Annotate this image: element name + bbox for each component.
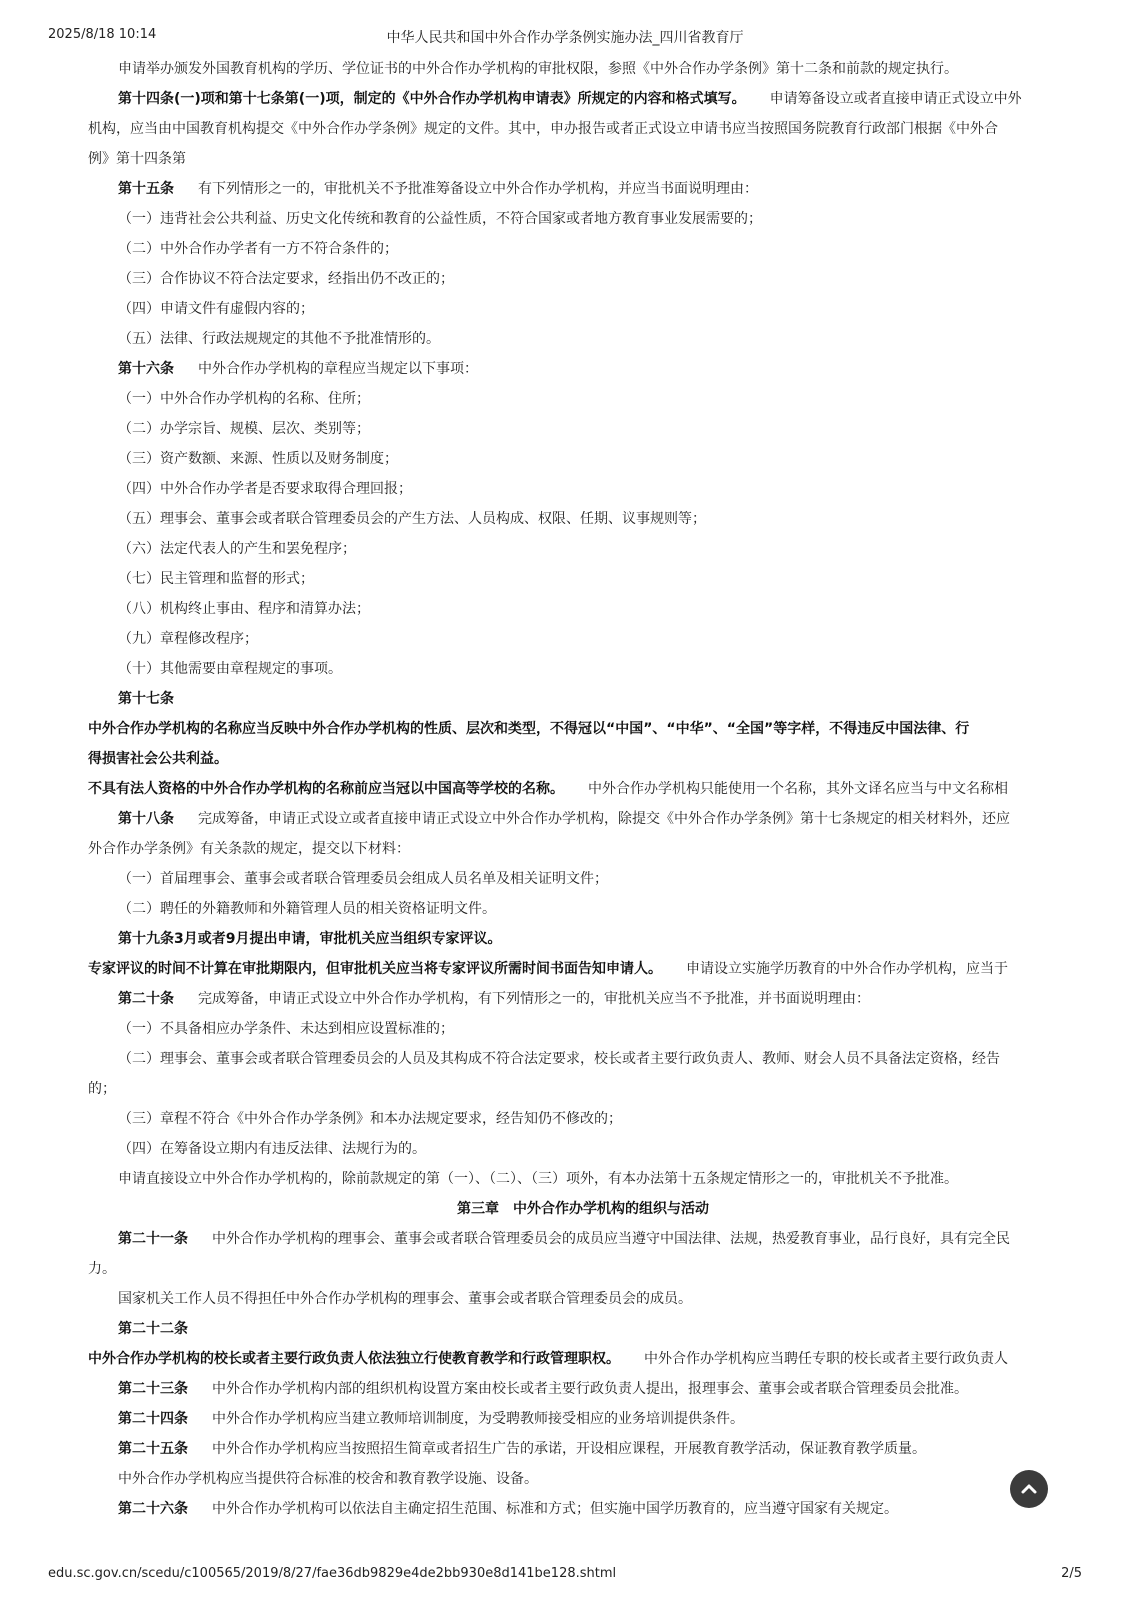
page-number: 2/5 <box>1061 1566 1082 1581</box>
body-text: 申请设立实施学历教育的中外合作办学机构，应当于 <box>686 961 1008 977</box>
text-line <box>88 1374 1078 1404</box>
body-text: （三）章程不符合《中外合作办学条例》和本办法规定要求，经告知仍不修改的； <box>118 1111 622 1127</box>
bold-text: 第二十六条 <box>118 1501 188 1517</box>
text-line <box>88 504 1078 534</box>
body-text: 国家机关工作人员不得担任中外合作办学机构的理事会、董事会或者联合管理委员会的成员。 <box>118 1291 692 1307</box>
text-line <box>88 474 1078 504</box>
body-text: （八）机构终止事由、程序和清算办法； <box>118 601 370 617</box>
text-line <box>88 564 1078 594</box>
text-line <box>88 144 1078 174</box>
body-text: 中外合作办学机构只能使用一个名称，其外文译名应当与中文名称相 <box>588 781 1008 797</box>
text-line <box>88 324 1078 354</box>
body-text: 申请举办颁发外国教育机构的学历、学位证书的中外合作办学机构的审批权限，参照《中外合作办学条例》第十二条和前款的规定执行。 <box>118 61 958 77</box>
body-text: 申请筹备设立或者直接申请正式设立中外 <box>769 91 1022 107</box>
body-text: （一）违背社会公共利益、历史文化传统和教育的公益性质，不符合国家或者地方教育事业发展需要的； <box>118 211 762 227</box>
bold-text: 第十五条 <box>118 181 174 197</box>
page-title: 中华人民共和国中外合作办学条例实施办法_四川省教育厅 <box>386 30 744 46</box>
text-line <box>88 804 1078 834</box>
text-line <box>88 654 1078 684</box>
text-line <box>88 1434 1078 1464</box>
body-text: 机构，应当由中国教育机构提交《中外合作办学条例》规定的文件。其中，申办报告或者正式设立申请书应当按照国务院教育行政部门根据《中外合 <box>88 121 998 137</box>
text-line <box>88 114 1078 144</box>
bold-text: 第十八条 <box>118 811 174 827</box>
text-line <box>88 264 1078 294</box>
bold-text: 第十七条 <box>118 691 174 707</box>
bold-text: 第二十二条 <box>118 1321 188 1337</box>
body-text: （五）法律、行政法规规定的其他不予批准情形的。 <box>118 331 440 347</box>
body-text: 中外合作办学机构应当聘任专职的校长或者主要行政负责人 <box>644 1351 1008 1367</box>
bold-text: 第二十四条 <box>118 1411 188 1427</box>
bold-text: 第十四条(一)项和第十七条第(一)项，制定的《中外合作办学机构申请表》所规定的内容和格式填写。 <box>118 91 746 107</box>
text-line <box>88 1314 1078 1344</box>
text-line <box>88 984 1078 1014</box>
text-line <box>88 1464 1078 1494</box>
text-line <box>88 174 1078 204</box>
text-line <box>88 1044 1078 1074</box>
text-line <box>88 684 1078 714</box>
body-text: 的； <box>88 1081 116 1097</box>
bold-text: 第三章 中外合作办学机构的组织与活动 <box>457 1201 709 1217</box>
bold-text: 中外合作办学机构的校长或者主要行政负责人依法独立行使教育教学和行政管理职权。 <box>88 1351 620 1367</box>
body-text: 外合作办学条例》有关条款的规定，提交以下材料： <box>88 841 410 857</box>
bold-text: 第二十三条 <box>118 1381 188 1397</box>
text-line <box>88 234 1078 264</box>
text-line <box>88 1074 1078 1104</box>
body-text: 申请直接设立中外合作办学机构的，除前款规定的第（一）、（二）、（三）项外，有本办法第十五条规定情形之一的，审批机关不予批准。 <box>118 1171 958 1187</box>
page-url: edu.sc.gov.cn/scedu/c100565/2019/8/27/fae36db9829e4de2bb930e8d141be128.shtml <box>48 1566 617 1581</box>
text-line <box>88 834 1078 864</box>
text-line <box>88 1134 1078 1164</box>
body-text: （九）章程修改程序； <box>118 631 258 647</box>
text-line <box>88 744 1078 774</box>
bold-text: 不具有法人资格的中外合作办学机构的名称前应当冠以中国高等学校的名称。 <box>88 781 564 797</box>
body-text: （七）民主管理和监督的形式； <box>118 571 314 587</box>
bold-text: 专家评议的时间不计算在审批期限内，但审批机关应当将专家评议所需时间书面告知申请人。 <box>88 961 662 977</box>
text-line <box>88 204 1078 234</box>
text-line <box>88 1494 1078 1524</box>
text-line <box>88 294 1078 324</box>
bold-text: 第十九条3月或者9月提出申请，审批机关应当组织专家评议。 <box>118 931 502 947</box>
text-line <box>88 414 1078 444</box>
body-text: （六）法定代表人的产生和罢免程序； <box>118 541 356 557</box>
text-line <box>88 354 1078 384</box>
body-text: 中外合作办学机构可以依法自主确定招生范围、标准和方式；但实施中国学历教育的，应当遵守国家有关规定。 <box>212 1501 898 1517</box>
text-line <box>88 534 1078 564</box>
bold-text: 中外合作办学机构的名称应当反映中外合作办学机构的性质、层次和类型，不得冠以“中国”、“中华”、“全国”等字样，不得违反中国法律、行 <box>88 721 970 737</box>
bold-text: 第二十条 <box>118 991 174 1007</box>
body-text: 力。 <box>88 1261 116 1277</box>
bold-text: 第二十一条 <box>118 1231 188 1247</box>
body-text: 有下列情形之一的，审批机关不予批准筹备设立中外合作办学机构，并应当书面说明理由： <box>198 181 758 197</box>
body-text: （一）首届理事会、董事会或者联合管理委员会组成人员名单及相关证明文件； <box>118 871 608 887</box>
body-text: 完成筹备，申请正式设立或者直接申请正式设立中外合作办学机构，除提交《中外合作办学条例》第十七条规定的相关材料外，还应 <box>198 811 1010 827</box>
bold-text: 得损害社会公共利益。 <box>88 751 228 767</box>
text-line <box>88 924 1078 954</box>
text-line <box>88 894 1078 924</box>
text-line <box>88 774 1078 804</box>
text-line <box>88 624 1078 654</box>
text-line <box>88 864 1078 894</box>
body-text: （二）聘任的外籍教师和外籍管理人员的相关资格证明文件。 <box>118 901 496 917</box>
text-line <box>88 54 1078 84</box>
text-line <box>88 1404 1078 1434</box>
body-text: （一）不具备相应办学条件、未达到相应设置标准的； <box>118 1021 454 1037</box>
text-line <box>88 444 1078 474</box>
text-line <box>88 1344 1078 1374</box>
body-text: 完成筹备，申请正式设立中外合作办学机构，有下列情形之一的，审批机关应当不予批准，并书面说明理由： <box>198 991 870 1007</box>
body-text: （三）资产数额、来源、性质以及财务制度； <box>118 451 398 467</box>
body-text: （二）中外合作办学者有一方不符合条件的； <box>118 241 398 257</box>
body-text: 中外合作办学机构应当建立教师培训制度，为受聘教师接受相应的业务培训提供条件。 <box>212 1411 744 1427</box>
back-to-top-button[interactable] <box>1010 1470 1048 1508</box>
text-line <box>88 84 1078 114</box>
print-datetime: 2025/8/18 10:14 <box>48 27 157 42</box>
bold-text: 第十六条 <box>118 361 174 377</box>
body-text: （十）其他需要由章程规定的事项。 <box>118 661 342 677</box>
chapter-heading <box>88 1194 1078 1224</box>
body-text: 中外合作办学机构的章程应当规定以下事项： <box>198 361 478 377</box>
text-line <box>88 1164 1078 1194</box>
text-line <box>88 1104 1078 1134</box>
text-line <box>88 594 1078 624</box>
text-line <box>88 1254 1078 1284</box>
body-text: 中外合作办学机构应当按照招生简章或者招生广告的承诺，开设相应课程，开展教育教学活动，保证教育教学质量。 <box>212 1441 926 1457</box>
body-text: （一）中外合作办学机构的名称、住所； <box>118 391 370 407</box>
text-line <box>88 1224 1078 1254</box>
text-line <box>88 1014 1078 1044</box>
body-text: （二）理事会、董事会或者联合管理委员会的人员及其构成不符合法定要求，校长或者主要行政负责人、教师、财会人员不具备法定资格，经告 <box>118 1051 1000 1067</box>
body-text: （四）在筹备设立期内有违反法律、法规行为的。 <box>118 1141 426 1157</box>
body-text: （四）申请文件有虚假内容的； <box>118 301 314 317</box>
text-line <box>88 714 1078 744</box>
body-text: （四）中外合作办学者是否要求取得合理回报； <box>118 481 412 497</box>
body-text: 例》第十四条第 <box>88 151 186 167</box>
document-body <box>88 54 1078 1534</box>
body-text: （三）合作协议不符合法定要求，经指出仍不改正的； <box>118 271 454 287</box>
bold-text: 第二十五条 <box>118 1441 188 1457</box>
body-text: （二）办学宗旨、规模、层次、类别等； <box>118 421 370 437</box>
body-text: 中外合作办学机构应当提供符合标准的校舍和教育教学设施、设备。 <box>118 1471 538 1487</box>
body-text: （五）理事会、董事会或者联合管理委员会的产生方法、人员构成、权限、任期、议事规则等； <box>118 511 706 527</box>
body-text: 中外合作办学机构内部的组织机构设置方案由校长或者主要行政负责人提出，报理事会、董事会或者联合管理委员会批准。 <box>212 1381 968 1397</box>
text-line <box>88 1284 1078 1314</box>
chevron-up-icon <box>1020 1480 1038 1498</box>
text-line <box>88 954 1078 984</box>
body-text: 中外合作办学机构的理事会、董事会或者联合管理委员会的成员应当遵守中国法律、法规，热爱教育事业，品行良好，具有完全民 <box>212 1231 1010 1247</box>
text-line <box>88 384 1078 414</box>
